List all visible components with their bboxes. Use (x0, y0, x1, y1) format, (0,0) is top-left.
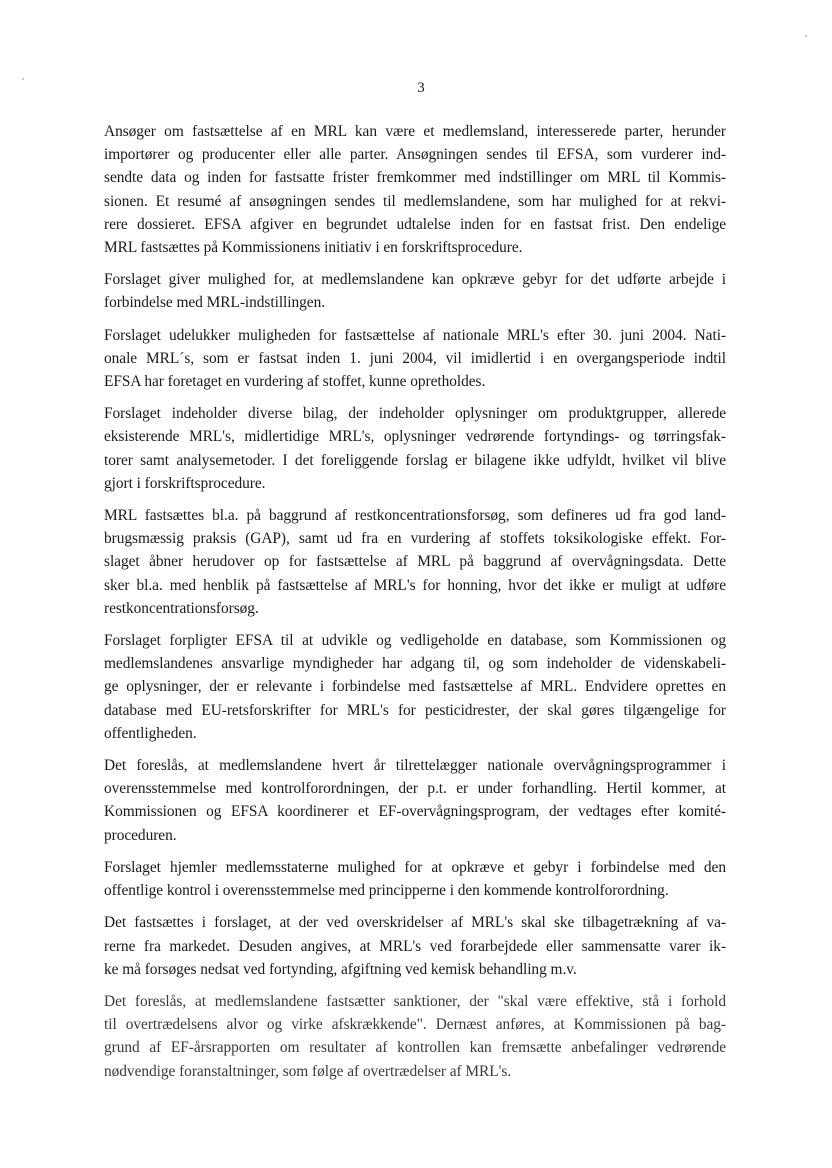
text-line: Forslaget forpligter EFSA til at udvikle og vedligeholde en database, som Kommissionen og (104, 632, 726, 650)
text-line: Det fastsættes i forslaget, at der ved overskridelser af MRL's skal ske tilbagetrækning af va- (104, 914, 726, 932)
page-number: 3 (417, 80, 425, 96)
paragraph (104, 754, 726, 847)
text-line: sendte data og inden for fastsatte frister fremkommer med indstillinger om MRL til Kommis- (104, 169, 726, 187)
text-line: Det foreslås, at medlemslandene hvert år tilrettelægger nationale overvågningsprogrammer i (104, 757, 726, 775)
text-line: slaget åbner herudover op for fastsættelse af MRL på baggrund af overvågningsdata. Dette (104, 553, 726, 571)
paragraph (104, 268, 726, 314)
text-line: forbindelse med MRL-indstillingen. (104, 294, 326, 312)
text-line: restkoncentrationsforsøg. (104, 599, 259, 617)
text-line: EFSA har foretaget en vurdering af stoffet, kunne opretholdes. (104, 373, 486, 391)
text-line: MRL fastsættes bl.a. på baggrund af restkoncentrationsforsøg, som defineres ud fra god land- (104, 507, 726, 525)
text-line: rerne fra markedet. Desuden angives, at MRL's ved forarbejdede eller sammensatte varer ik- (104, 937, 726, 955)
text-line: brugsmæssig praksis (GAP), samt ud fra en vurdering af stoffets toksikologiske effekt. For- (104, 530, 726, 548)
text-line: Forslaget hjemler medlemsstaterne mulighed for at opkræve et gebyr i forbindelse med den (104, 858, 726, 876)
text-line: eksisterende MRL's, midlertidige MRL's, oplysninger vedrørende fortyndings- og tørringsfak- (104, 428, 726, 446)
text-line: Forslaget indeholder diverse bilag, der indeholder oplysninger om produktgrupper, allerede (104, 405, 726, 423)
paragraph (104, 629, 726, 745)
text-line: nødvendige foranstaltninger, som følge af overtrædelser af MRL's. (104, 1062, 512, 1080)
text-line: database med EU-retsforskrifter for MRL's for pesticidrester, der skal gøres tilgængelige for (104, 701, 726, 719)
text-line: rere dossieret. EFSA afgiver en begrundet udtalelse inden for en fastsat frist. Den endelige (104, 215, 726, 233)
text-line: offentligheden. (104, 724, 197, 742)
text-line: Ansøger om fastsættelse af en MRL kan være et medlemsland, interesserede parter, herunder (104, 123, 726, 140)
text-line: medlemslandenes ansvarlige myndigheder har adgang til, og som indeholder de videnskabeli- (104, 655, 726, 673)
text-line: proceduren. (104, 826, 177, 844)
text-line: offentlige kontrol i overensstemmelse med principperne i den kommende kontrolforordning. (104, 882, 669, 900)
text-line: ge oplysninger, der er relevante i forbindelse med fastsættelse af MRL. Endvidere oprettes en (104, 678, 726, 696)
paragraph (104, 911, 726, 981)
paragraph (104, 120, 726, 259)
text-line: torer samt analysemetoder. I det foreliggende forslag er bilagene ikke udfyldt, hvilket vil blive (104, 451, 726, 469)
text-line: til overtrædelsens alvor og virke afskrækkende". Dernæst anføres, at Kommissionen på bag- (104, 1016, 726, 1034)
text-line: onale MRL´s, som er fastsat inden 1. juni 2004, vil imidlertid i en overgangsperiode indtil (104, 349, 726, 367)
paragraph (104, 856, 726, 902)
text-line: Kommissionen og EFSA koordinerer et EF-overvågningsprogram, der vedtages efter komité- (104, 803, 726, 821)
text-line: gjort i forskriftsprocedure. (104, 474, 266, 492)
text-line: importører og producenter eller alle parter. Ansøgningen sendes til EFSA, som vurderer ind- (104, 146, 726, 164)
paragraph (104, 324, 726, 394)
document-body (104, 120, 726, 1092)
paragraph (104, 504, 726, 620)
text-line: Det foreslås, at medlemslandene fastsætter sanktioner, der "skal være effektive, stå i forhold (104, 992, 726, 1010)
paragraph (104, 402, 726, 495)
text-line: Forslaget giver mulighed for, at medlemslandene kan opkræve gebyr for det udførte arbejde i (104, 271, 726, 289)
scan-speck (22, 78, 24, 80)
text-line: sker bl.a. med henblik på fastsættelse af MRL's for honning, hvor det ikke er muligt at udføre (104, 576, 726, 594)
text-line: Forslaget udelukker muligheden for fastsættelse af nationale MRL's efter 30. juni 2004. Nati- (104, 326, 726, 344)
text-line: MRL fastsættes på Kommissionens initiativ i en forskriftsprocedure. (104, 239, 523, 257)
text-line: overensstemmelse med kontrolforordningen, der p.t. er under forhandling. Hertil kommer, at (104, 780, 726, 798)
paragraph (104, 990, 726, 1083)
text-line: grund af EF-årsrapporten om resultater af kontrollen kan fremsætte anbefalinger vedrørende (104, 1039, 726, 1057)
text-line: sionen. Et resumé af ansøgningen sendes til medlemslandene, som har mulighed for at rekvi- (104, 192, 726, 210)
text-line: ke må forsøges nedsat ved fortynding, afgiftning ved kemisk behandling m.v. (104, 960, 577, 978)
scan-speck (805, 35, 807, 37)
